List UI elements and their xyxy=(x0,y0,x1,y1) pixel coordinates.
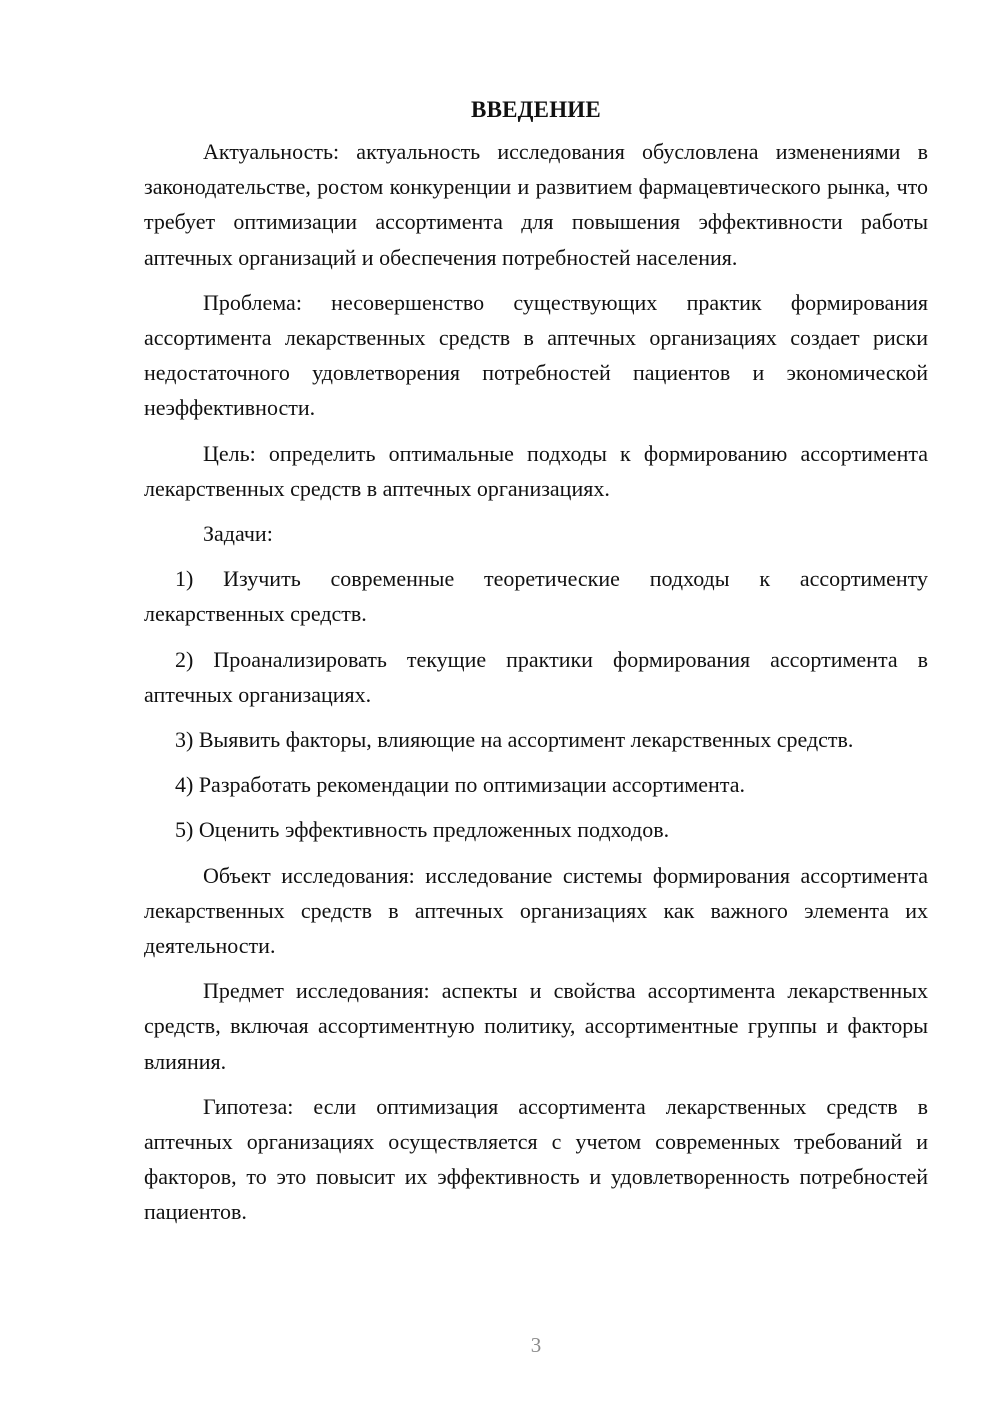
task-item: 3) Выявить факторы, влияющие на ассортимент лекарственных средств. xyxy=(175,727,854,753)
page-content xyxy=(144,92,928,1230)
goal-paragraph: Цель: определить оптимальные подходы к формированию ассортимента лекарственных средств в аптечных организациях. xyxy=(144,440,928,501)
page-number: 3 xyxy=(530,1333,542,1357)
tasks-list xyxy=(144,561,928,847)
problem-paragraph: Проблема: несовершенство существующих практик формирования ассортимента лекарственных средств в аптечных организациях создает риски недостаточного удовлетворения потребностей пациентов и экономической неэффективности. xyxy=(144,289,928,421)
task-item: 4) Разработать рекомендации по оптимизации ассортимента. xyxy=(175,772,745,798)
task-item: 2) Проанализировать текущие практики формирования ассортимента в аптечных организациях. xyxy=(144,646,928,707)
tasks-heading: Задачи: xyxy=(203,521,273,547)
task-item: 5) Оценить эффективность предложенных подходов. xyxy=(175,817,670,843)
subject-paragraph: Предмет исследования: аспекты и свойства ассортимента лекарственных средств, включая ассортиментную политику, ассортиментные группы и факторы влияния. xyxy=(144,978,928,1074)
object-paragraph: Объект исследования: исследование системы формирования ассортимента лекарственных средств в аптечных организациях как важного элемента их деятельности. xyxy=(144,862,928,959)
relevance-paragraph: Актуальность: актуальность исследования обусловлена изменениями в законодательстве, ростом конкуренции и развитием фармацевтического рынка, что требует оптимизации ассортимента для повышения эффективности работы аптечных организаций и обеспечения потребностей населения. xyxy=(144,139,928,270)
hypothesis-paragraph: Гипотеза: если оптимизация ассортимента лекарственных средств в аптечных организациях осуществляется с учетом современных требований и факторов, то это повысит их эффективность и удовлетворенность потребностей пациентов. xyxy=(144,1093,928,1225)
task-item: 1) Изучить современные теоретические подходы к ассортименту лекарственных средств. xyxy=(144,566,928,627)
page-title: ВВЕДЕНИЕ xyxy=(471,97,601,122)
